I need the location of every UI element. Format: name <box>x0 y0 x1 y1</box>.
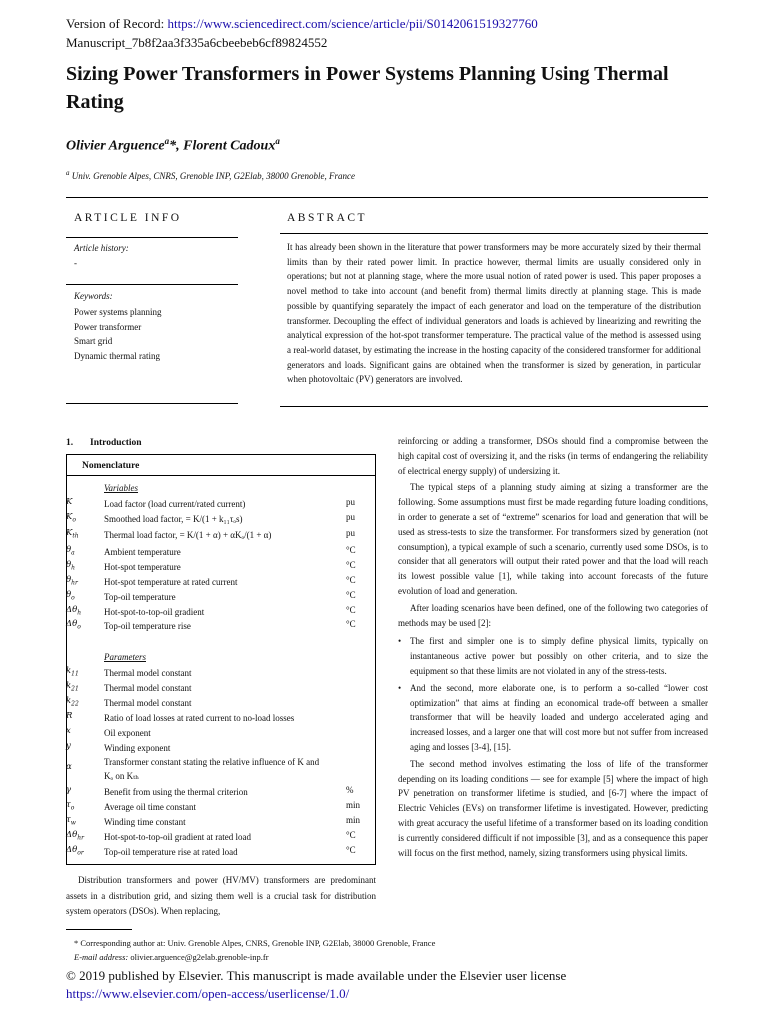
symbol <box>66 845 84 857</box>
symbol-subscript: th <box>72 533 79 541</box>
section-number: 1. <box>66 438 74 448</box>
symbol <box>66 575 78 587</box>
nomenclature-row <box>66 800 366 815</box>
version-url-link[interactable]: https://www.sciencedirect.com/science/article/pii/S0142061519327760 <box>167 16 538 31</box>
symbol-base: K <box>66 528 73 539</box>
section-title: Introduction <box>90 438 142 448</box>
symbol-subscript: h <box>71 564 75 572</box>
nomenclature-row <box>66 497 366 512</box>
symbol-subscript: hr <box>71 579 78 587</box>
description: Hot-spot temperature at rated current <box>104 576 238 587</box>
article-history-value: - <box>74 258 77 268</box>
nomenclature-row <box>66 590 366 605</box>
article-history-label: Article history: <box>74 243 129 253</box>
symbol <box>66 590 75 602</box>
nomenclature-row <box>66 666 366 681</box>
nomenclature-row <box>66 681 366 696</box>
header-top-rule <box>66 197 708 198</box>
symbol-subscript: 11 <box>71 670 79 678</box>
keyword-item: Dynamic thermal rating <box>74 351 160 362</box>
unit: % <box>346 784 354 795</box>
nomenclature-row <box>66 560 366 575</box>
symbol-base: Δθ <box>66 619 78 630</box>
unit: pu <box>346 497 355 507</box>
symbol <box>66 785 71 797</box>
symbol-base: Δθ <box>66 844 78 855</box>
keyword-item: Power transformer <box>74 321 142 332</box>
paper-title: Sizing Power Transformers in Power Systems Planning Using Thermal Rating <box>66 63 669 113</box>
paragraph: After loading scenarios have been defined, one of the following two categories of methods may be used [2]: <box>398 602 708 628</box>
copyright-notice: © 2019 published by Elsevier. This manuscript is made available under the Elsevier user license <box>66 968 567 983</box>
description: Hot-spot temperature <box>104 561 181 572</box>
symbol-base: τ <box>66 799 71 810</box>
symbol <box>66 545 75 557</box>
paragraph: The second method involves estimating the loss of life of the transformer depending on its loading conditions — see for example [5] where the impact of high PV penetration on transformer lifetime is studied, and [6-7] where the impact of Electric Vehicles (EVs) on transformer lifetime is investigated. However, predicting with great accuracy the useful lifetime of a transformer based on its loading condition is currently considered difficult if not impossible [3], and as a consequence this paper will focus on the first method, namely, sizing transformers using physical limits. <box>398 758 708 858</box>
symbol-subscript: hr <box>77 834 84 842</box>
author-2-affil-mark: a <box>275 136 280 146</box>
right-column <box>398 434 708 862</box>
description: Transformer constant stating the relative influence of K and Kₒ on Kₜₕ <box>104 757 320 782</box>
keywords-rule <box>66 403 238 404</box>
nomenclature-row <box>66 711 366 726</box>
symbol <box>66 497 72 509</box>
unit: min <box>346 814 361 825</box>
description: Hot-spot-to-top-oil gradient <box>104 606 205 617</box>
unit: °C <box>346 604 356 615</box>
nomenclature-row <box>66 726 366 741</box>
paragraph: reinforcing or adding a transformer, DSOs should find a compromise between the high capital cost of oversizing it, and the risks (in terms of endangering the reliability of electrical energy supply) of undersizing it. <box>398 436 708 476</box>
paragraph: The typical steps of a planning study aiming at sizing a transformer are the following. Some assumptions must first be made regarding future loading conditions, in order to generate a set of “extreme” scenarios for load and generation that will be used as stress-tests to size the transformer. For transformers sized by generation (not consumption), a typical example of such a scenario, currently used some DSOs, is to consider that all generators will output their rated power and that the load will reach its lowest possible value [1], while taking into account forecasts of the future evolution of load and generation. <box>398 482 708 596</box>
description: Thermal model constant <box>104 682 192 693</box>
abstract-text: It has already been shown in the literature that power transformers may be more accurately sized by their thermal limits than by their rated power limit. In practice however, thermal limits are usually considered only in operations; but not at planning stage, where the more usual notion of rated power is used. This paper proposes a novel method to take into account (and benefit from) thermal limits directly at planning stage. This is made possible by quantifying separately the impact of each generator and load on the temperature of the distribution transformer. Decoupling the effect of individual generators and loads is achieved by linearizing and rewriting the analytical expression of the hot-spot transformer temperature. The practical value of the method is assessed using a real-world dataset, by estimating the increase in the hosting capacity of the considered transformer for additional generators and loads. Significant gains are obtained when the transformer is sized by generation, in particular when photovoltaic (PV) generators are involved. <box>287 242 701 385</box>
bullet-icon: • <box>398 636 402 647</box>
nomenclature-row <box>66 741 366 756</box>
symbol-base: Δθ <box>66 829 78 840</box>
symbol-subscript: o <box>77 624 81 632</box>
symbol-base: y <box>66 740 71 751</box>
email-note <box>74 952 269 962</box>
version-label: Version of Record: <box>66 16 168 31</box>
symbol-base: γ <box>66 784 72 795</box>
nomenclature-title: Nomenclature <box>82 461 140 471</box>
author-1-affil-mark: a <box>164 136 170 146</box>
symbol-subscript: o <box>70 804 75 812</box>
list-item <box>398 681 708 755</box>
description: Thermal model constant <box>104 697 192 708</box>
symbol <box>66 681 79 693</box>
manuscript-id: Manuscript_7b8f2aa3f335a6cbeebeb6cf89824552 <box>66 35 328 50</box>
description: Average oil time constant <box>104 801 197 812</box>
description: Thermal model constant <box>104 668 192 678</box>
symbol <box>66 619 81 631</box>
symbol-base: K <box>66 511 73 522</box>
corresponding-author-note: * Corresponding author at: Univ. Grenoble Alpes, CNRS, Grenoble INP, G2Elab, 38000 Grenoble, France <box>74 938 436 948</box>
author-separator: , <box>176 138 184 154</box>
unit: °C <box>346 589 356 600</box>
symbol-subscript: o <box>72 516 76 524</box>
nomenclature-row <box>66 545 366 560</box>
article-info-heading: ARTICLE INFO <box>74 212 182 224</box>
symbol <box>66 560 75 572</box>
email-address: olivier.arguence@g2elab.grenoble-inp.fr <box>128 952 269 962</box>
symbol-base: k <box>66 680 72 691</box>
parameters-label: Parameters <box>104 652 146 662</box>
symbol-base: θ <box>66 589 72 600</box>
description: Ambient temperature <box>104 546 181 557</box>
symbol-base: x <box>66 725 71 736</box>
author-list <box>66 136 280 155</box>
symbol-subscript: w <box>70 819 76 827</box>
affiliation-mark: a <box>66 169 70 177</box>
nomenclature-row <box>66 696 366 711</box>
keyword-item: Power systems planning <box>74 307 162 317</box>
symbol-base: α <box>66 762 72 773</box>
nomenclature-row <box>66 845 366 860</box>
license-link-wrapper <box>66 986 349 1002</box>
nomenclature-row <box>66 755 366 785</box>
affiliation-text: Univ. Grenoble Alpes, CNRS, Grenoble INP, G2Elab, 38000 Grenoble, France <box>69 171 355 181</box>
nomenclature-row <box>66 528 366 545</box>
symbol-subscript: 21 <box>71 685 79 693</box>
symbol-subscript: h <box>77 609 82 617</box>
symbol <box>66 726 71 738</box>
description: Oil exponent <box>104 727 151 738</box>
symbol-base: τ <box>66 814 71 825</box>
abstract-rule-bottom <box>280 406 708 407</box>
symbol-subscript: o <box>71 594 75 602</box>
symbol <box>66 830 84 842</box>
unit: pu <box>346 511 355 522</box>
description: Benefit from using the thermal criterion <box>104 786 248 797</box>
description: Ratio of load losses at rated current to no-load losses <box>104 712 295 723</box>
description: Smoothed load factor, = K/(1 + k₁₁τₒs) <box>104 513 243 524</box>
symbol-base: θ <box>66 574 72 585</box>
unit: °C <box>346 829 356 840</box>
unit: pu <box>346 528 355 539</box>
affiliation <box>66 169 355 181</box>
unit: min <box>346 799 361 810</box>
license-url-link[interactable]: https://www.elsevier.com/open-access/userlicense/1.0/ <box>66 986 350 1001</box>
history-rule <box>66 284 238 285</box>
symbol-base: k <box>66 666 72 676</box>
description: Top-oil temperature rise at rated load <box>104 846 238 857</box>
footnote-rule <box>66 929 132 930</box>
list-item <box>398 634 708 678</box>
description: Top-oil temperature rise <box>104 621 191 632</box>
author-1: Olivier Arguence <box>66 138 165 154</box>
symbol <box>66 666 79 678</box>
article-info-rule <box>66 237 238 238</box>
symbol <box>66 800 74 812</box>
unit: °C <box>346 619 356 630</box>
nomenclature-row <box>66 605 366 620</box>
nomenclature-row <box>66 619 366 634</box>
symbol <box>66 512 76 524</box>
nomenclature-row <box>66 575 366 590</box>
unit: °C <box>346 574 356 585</box>
description: Winding exponent <box>104 742 171 753</box>
description: Thermal load factor, = K/(1 + α) + αKₒ/(1 + α) <box>104 530 272 541</box>
symbol <box>66 605 81 617</box>
bullet-icon: • <box>398 682 402 693</box>
symbol-subscript: a <box>71 549 75 557</box>
description: Top-oil temperature <box>104 591 176 602</box>
nomenclature-row <box>66 815 366 830</box>
list-item-text: The first and simpler one is to simply define physical limits, typically on instantaneous active power but possibly on other criteria, and to size the equipment so that these limits are not violated in any of the stress-tests. <box>410 636 708 676</box>
nomenclature-rule <box>66 475 376 476</box>
keyword-item: Smart grid <box>74 336 113 347</box>
symbol-base: K <box>66 497 73 507</box>
description: Winding time constant <box>104 816 186 827</box>
nomenclature-row <box>66 830 366 845</box>
unit: °C <box>346 844 356 855</box>
author-2: Florent Cadoux <box>183 138 276 154</box>
unit: °C <box>346 544 356 555</box>
symbol <box>66 762 72 774</box>
symbol-subscript: 22 <box>71 700 79 708</box>
symbol <box>66 696 79 708</box>
symbol-base: k <box>66 695 72 706</box>
list-item-text: And the second, more elaborate one, is to perform a so-called “lower cost optimization” that aims at finding an economical trade-off between a smaller transformer that will be heavily loaded and undergo accelerated aging and increased losses, and a larger one that will cost more but not suffer from increased aging and losses [3-4], [15]. <box>410 682 708 752</box>
abstract-rule-top <box>280 233 708 234</box>
keywords-label: Keywords: <box>74 291 113 301</box>
intro-paragraph-1: Distribution transformers and power (HV/MV) transformers are predominant assets in a distribution grid, and sizing them well is a crucial task for distribution system operators (DSOs). When replacing, <box>66 875 376 916</box>
keywords-list <box>74 305 162 364</box>
symbol <box>66 711 72 723</box>
nomenclature-row <box>66 785 366 800</box>
symbol-base: θ <box>66 559 72 570</box>
email-label: E-mail address: <box>74 952 129 962</box>
symbol <box>66 815 76 827</box>
version-of-record <box>66 16 538 32</box>
corresponding-star: * <box>169 138 177 154</box>
section-heading <box>66 438 142 448</box>
variables-label: Variables <box>104 483 139 493</box>
description: Hot-spot-to-top-oil gradient at rated load <box>104 831 251 842</box>
description: Load factor (load current/rated current) <box>104 499 246 509</box>
symbol <box>66 741 71 753</box>
symbol-base: R <box>66 710 73 721</box>
unit: °C <box>346 559 356 570</box>
abstract-heading: ABSTRACT <box>287 212 368 224</box>
symbol <box>66 528 79 540</box>
nomenclature-row <box>66 512 366 529</box>
symbol-base: Δθ <box>66 604 78 615</box>
symbol-base: θ <box>66 544 72 555</box>
symbol-subscript: or <box>77 849 84 857</box>
methods-list <box>398 634 708 754</box>
